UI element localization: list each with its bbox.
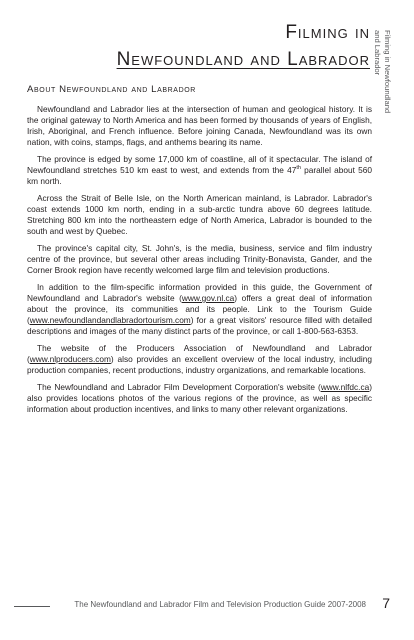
websites-text-c: ) for a great visitors' resource filled with detailed descriptions and images of the many distinct parts of the province, or call 1-800-563-6353. (27, 315, 372, 336)
gov-website-link[interactable]: www.gov.nl.ca (181, 293, 235, 303)
footer-guide-title: The Newfoundland and Labrador Film and Television Production Guide 2007-2008 (74, 600, 366, 609)
paragraph-coastline (27, 154, 372, 187)
paragraph-websites (27, 282, 372, 337)
websites-text-a: In addition to the film-specific information provided in this guide, the Government of Newfoundland and Labrador's website ( (27, 282, 372, 303)
main-content (27, 84, 372, 421)
page-title-line-1: Filming in (285, 22, 370, 43)
coastline-text-b: parallel about 560 km north. (27, 165, 372, 186)
footer-rule (14, 606, 50, 607)
page-number: 7 (382, 595, 390, 611)
websites-text-b: ) offers a great deal of information about the province, its communities and its people. Link to the Tourism Guide ( (27, 293, 372, 325)
producers-website-link[interactable]: www.nlproducers.com (29, 354, 111, 364)
page-title-line-2: Newfoundland and Labrador (116, 49, 370, 70)
nlfdc-website-link[interactable]: www.nlfdc.ca (320, 382, 370, 392)
producers-text-a: The website of the Producers Association of Newfoundland and Labrador ( (27, 343, 372, 364)
film-corp-text-b: ) also provides locations photos of the various regions of the province, as well as specific information about production incentives, and links to many other relevant organizations. (27, 382, 372, 414)
tourism-website-link[interactable]: www.newfoundlandandlabradortourism.com (29, 315, 191, 325)
paragraph-capital: The province's capital city, St. John's, is the media, business, service and film industry centre of the province, but several other areas including Trinity-Bonavista, Gander, and the Corner Brook region have recently welcomed large film and television productions. (27, 243, 372, 275)
page-title (117, 20, 370, 72)
page-footer (0, 595, 414, 618)
section-heading: About Newfoundland and Labrador (27, 84, 196, 95)
paragraph-labrador: Across the Strait of Belle Isle, on the North American mainland, is Labrador. Labrador's coast extends 1000 km north, ending in a sub-arctic tundra above 60 degrees latitude. Stretching 800 km into the northeastern edge of North America, Labrador is bounded to the south and west by Quebec. (27, 193, 372, 236)
paragraph-history: Newfoundland and Labrador lies at the intersection of human and geological history. It is the original gateway to North America and has been formed by thousands of years of English, Irish, Aboriginal, and French influence. Before joining Canada, Newfoundland was its own nation, with coins, stamps, flags, and anthems bearing its name. (27, 104, 372, 147)
paragraph-producers (27, 343, 372, 376)
paragraph-film-corp (27, 382, 372, 415)
film-corp-text-a: The Newfoundland and Labrador Film Development Corporation's website ( (37, 382, 321, 392)
coastline-text-a: The province is edged by some 17,000 km of coastline, all of it spectacular. The island of Newfoundland stretches 510 km east to west, and extends from the 47 (27, 154, 372, 175)
producers-text-b: ) also provides an excellent overview of the local industry, including production companies, recent productions, industry organizations, and remarkable locations. (27, 354, 372, 375)
side-tab-line-2: and Labrador (373, 30, 382, 76)
side-tab-line-1: Filming in Newfoundland (383, 30, 392, 114)
ordinal-suffix: th (296, 165, 301, 172)
